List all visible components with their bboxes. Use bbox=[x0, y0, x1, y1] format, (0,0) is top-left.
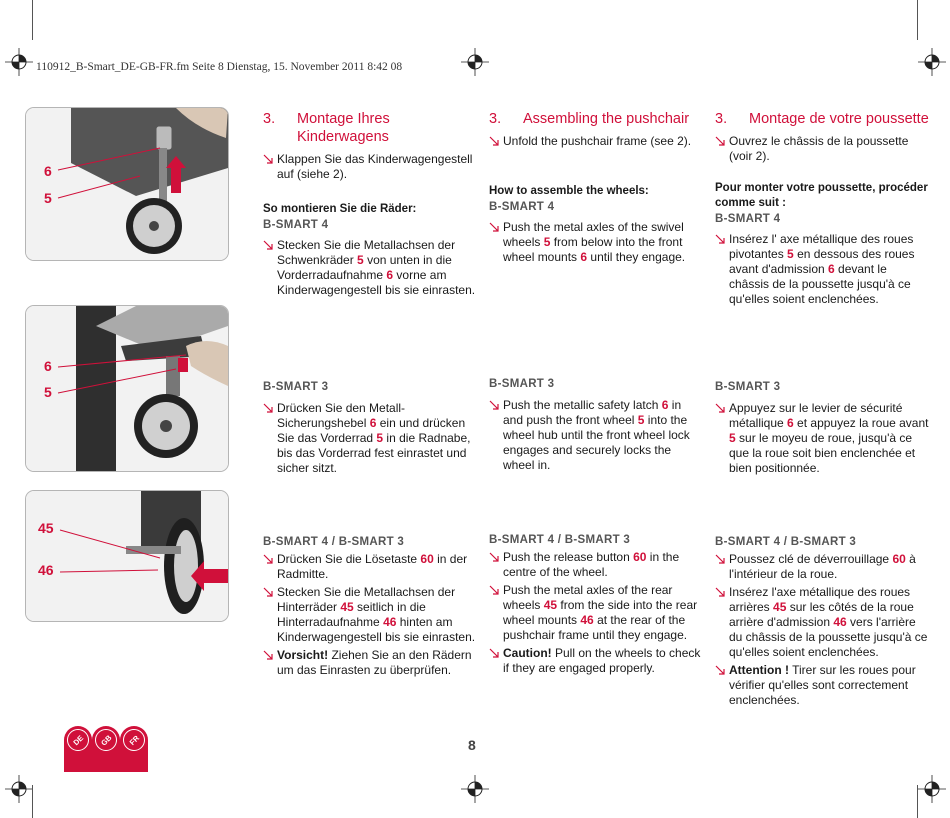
column-gb bbox=[489, 110, 704, 265]
column-de bbox=[263, 110, 478, 298]
column-gb-both bbox=[489, 533, 704, 676]
model-label: B-SMART 4 / B-SMART 3 bbox=[489, 534, 631, 546]
bullet-arrow-icon bbox=[715, 233, 727, 245]
callout-number: 6 bbox=[44, 358, 52, 374]
step-unfold: Unfold the pushchair frame (see 2). bbox=[489, 134, 704, 149]
registration-mark-icon bbox=[918, 48, 946, 76]
callout-number: 5 bbox=[44, 384, 52, 400]
bullet-arrow-icon bbox=[489, 399, 501, 411]
step-front-wheel: Insérez l' axe métallique des roues pivotantes 5 en dessous des roues avant d'admission 6 devant le châssis de la poussette jusqu'à ce qu'elles soient enclenchées. bbox=[715, 232, 930, 307]
step-release: Push the release button 60 in the centre of the wheel. bbox=[489, 550, 704, 580]
model-label: B-SMART 4 bbox=[715, 213, 781, 225]
bullet-arrow-icon bbox=[263, 153, 275, 165]
bullet-arrow-icon bbox=[489, 584, 501, 596]
step-latch: Push the metallic safety latch 6 in and push the front wheel 5 into the wheel hub until the front wheel lock engages and securely locks the wheel in. bbox=[489, 398, 704, 473]
bullet-arrow-icon bbox=[489, 551, 501, 563]
step-rear-wheel: Stecken Sie die Metallachsen der Hinterräder 45 seitlich in die Hinterradaufnahme 46 hinten am Kinderwagengestell bis sie einrasten. bbox=[263, 585, 478, 645]
language-tab-fr: FR bbox=[120, 726, 148, 772]
bullet-arrow-icon bbox=[715, 664, 727, 676]
bullet-arrow-icon bbox=[715, 135, 727, 147]
language-tab-de: DE bbox=[64, 726, 92, 772]
section-title: 3. Montage de votre poussette bbox=[715, 111, 929, 127]
section-title: 3. Montage Ihres Kinderwagens bbox=[263, 111, 390, 145]
bullet-arrow-icon bbox=[715, 586, 727, 598]
column-fr-b3 bbox=[715, 380, 930, 476]
model-label: B-SMART 4 bbox=[263, 219, 329, 231]
step-rear-wheel: Push the metal axles of the rear wheels 45 from the side into the rear wheel mounts 46 at the rear of the pushchair frame until they engage. bbox=[489, 583, 704, 643]
registration-mark-icon bbox=[918, 775, 946, 803]
subheading: Pour monter votre poussette, procéder comme suit : bbox=[715, 182, 928, 209]
bullet-arrow-icon bbox=[715, 402, 727, 414]
step-rear-wheel: Insérez l'axe métallique des roues arrières 45 sur les côtés de la roue arrière d'admission 46 vers l'arrière du châssis de la poussette jusqu'à ce qu'elles soient enclenchées. bbox=[715, 585, 930, 660]
bullet-arrow-icon bbox=[489, 647, 501, 659]
callout-number: 5 bbox=[44, 190, 52, 206]
column-fr bbox=[715, 110, 930, 307]
subheading: So montieren Sie die Räder: bbox=[263, 203, 417, 215]
column-de-both bbox=[263, 535, 478, 678]
crop-mark bbox=[917, 785, 918, 818]
bullet-arrow-icon bbox=[263, 649, 275, 661]
model-label: B-SMART 3 bbox=[715, 381, 781, 393]
bullet-arrow-icon bbox=[263, 553, 275, 565]
step-caution: Caution! Pull on the wheels to check if they are engaged properly. bbox=[489, 646, 704, 676]
step-release: Poussez clé de déverrouillage 60 à l'intérieur de la roue. bbox=[715, 552, 930, 582]
callout-number: 46 bbox=[38, 562, 54, 578]
crop-mark bbox=[32, 0, 33, 40]
registration-mark-icon bbox=[461, 48, 489, 76]
bullet-arrow-icon bbox=[263, 402, 275, 414]
file-header-line: 110912_B-Smart_DE-GB-FR.fm Seite 8 Dienstag, 15. November 2011 8:42 08 bbox=[36, 61, 403, 73]
crop-mark bbox=[917, 0, 918, 40]
column-fr-both bbox=[715, 535, 930, 708]
step-caution: Attention ! Tirer sur les roues pour vérifier qu'elles sont correctement enclenchées. bbox=[715, 663, 930, 708]
step-unfold: Ouvrez le châssis de la poussette (voir 2). bbox=[715, 134, 930, 164]
model-label: B-SMART 3 bbox=[489, 378, 555, 390]
step-latch: Drücken Sie den Metall-Sicherungshebel 6 ein und drücken Sie das Vorderrad 5 in die Radnabe, bis das Vorderrad fest einrastet und sicher sitzt. bbox=[263, 401, 478, 476]
step-front-wheel: Push the metal axles of the swivel wheels 5 from below into the front wheel mounts 6 until they engage. bbox=[489, 220, 704, 265]
bullet-arrow-icon bbox=[263, 586, 275, 598]
section-title: 3. Assembling the pushchair bbox=[489, 111, 690, 127]
model-label: B-SMART 3 bbox=[263, 381, 329, 393]
callout-leader-lines bbox=[56, 345, 196, 405]
bullet-arrow-icon bbox=[715, 553, 727, 565]
registration-mark-icon bbox=[5, 48, 33, 76]
subheading: How to assemble the wheels: bbox=[489, 185, 649, 197]
callout-number: 6 bbox=[44, 163, 52, 179]
step-unfold: Klappen Sie das Kinderwagengestell auf (siehe 2). bbox=[263, 152, 478, 182]
bullet-arrow-icon bbox=[489, 221, 501, 233]
callout-number: 45 bbox=[38, 520, 54, 536]
bullet-arrow-icon bbox=[263, 239, 275, 251]
column-de-b3 bbox=[263, 380, 478, 476]
model-label: B-SMART 4 bbox=[489, 201, 555, 213]
registration-mark-icon bbox=[5, 775, 33, 803]
column-gb-b3 bbox=[489, 377, 704, 473]
step-latch: Appuyez sur le levier de sécurité métallique 6 et appuyez la roue avant 5 sur le moyeu de roue, jusqu'à ce que la roue soit bien enclenchée et bien positionnée. bbox=[715, 401, 930, 476]
page-number: 8 bbox=[468, 737, 476, 753]
registration-mark-icon bbox=[461, 775, 489, 803]
bullet-arrow-icon bbox=[489, 135, 501, 147]
model-label: B-SMART 4 / B-SMART 3 bbox=[715, 536, 857, 548]
step-caution: Vorsicht! Ziehen Sie an den Rädern um das Einrasten zu überprüfen. bbox=[263, 648, 478, 678]
language-tab-gb: GB bbox=[92, 726, 120, 772]
callout-leader-lines bbox=[56, 140, 166, 210]
step-front-wheel: Stecken Sie die Metallachsen der Schwenkräder 5 von unten in die Vorderradaufnahme 6 vorne am Kinderwagengestell bis sie einrasten. bbox=[263, 238, 478, 298]
model-label: B-SMART 4 / B-SMART 3 bbox=[263, 536, 405, 548]
callout-leader-lines bbox=[58, 520, 168, 580]
crop-mark bbox=[32, 785, 33, 818]
step-release: Drücken Sie die Lösetaste 60 in der Radmitte. bbox=[263, 552, 478, 582]
